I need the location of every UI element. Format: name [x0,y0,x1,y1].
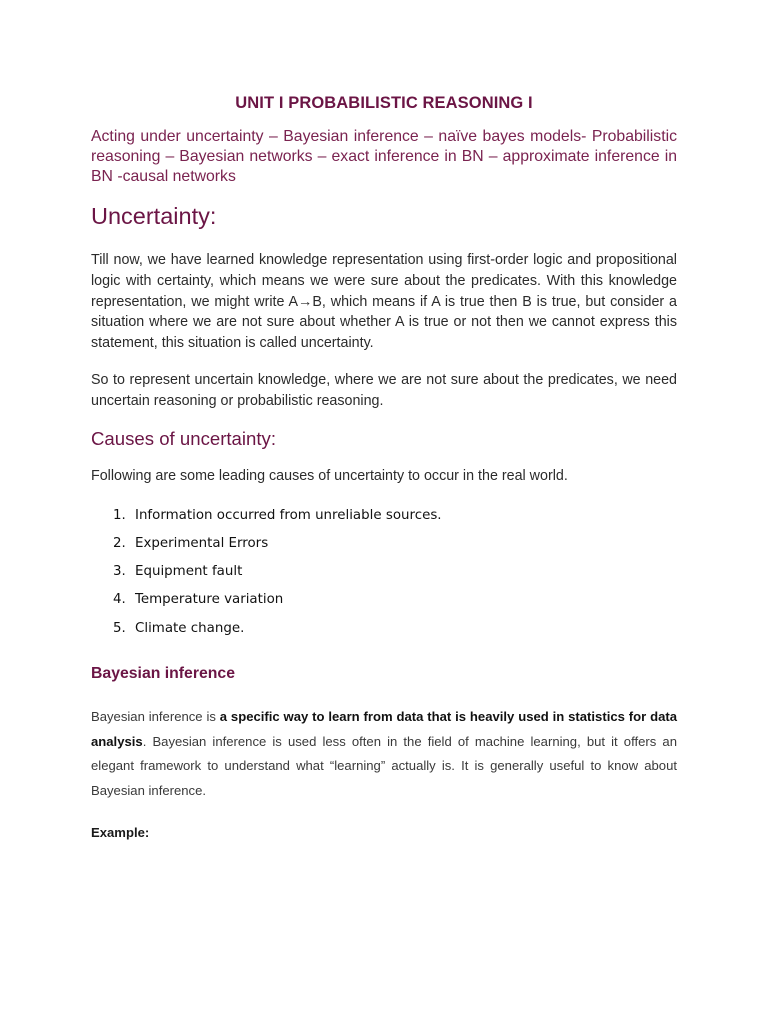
list-item-number: 5. [113,620,126,636]
list-item [113,535,677,563]
bayes-bold-phrase: a specific way to learn from data that is heavily used in statistics for data analysis [91,709,677,749]
uncertainty-heading: Uncertainty: [91,203,217,229]
bayes-text-start: Bayesian inference is [91,709,220,725]
causes-heading: Causes of uncertainty: [91,427,277,449]
list-item-number: 4. [113,592,126,608]
list-item-text: Equipment fault [135,564,243,580]
list-item-text: Temperature variation [135,592,284,608]
list-item-text: Information occurred from unreliable sources. [135,507,442,523]
list-item-text: Climate change. [135,620,245,636]
list-item-number: 1. [113,507,126,523]
causes-list [91,507,677,648]
list-item-number: 2. [113,535,126,551]
list-item [113,563,677,591]
unit-title: UNIT I PROBABILISTIC REASONING I [235,94,533,112]
list-item [113,507,677,535]
causes-intro: Following are some leading causes of uncertainty to occur in the real world. [91,467,568,484]
uncertainty-paragraph-2: So to represent uncertain knowledge, where we are not sure about the predicates, we need uncertain reasoning or probabilistic reasoning. [91,371,677,409]
bayesian-inference-heading: Bayesian inference [91,665,236,683]
list-item-number: 3. [113,564,126,580]
list-item [113,591,677,619]
syllabus-summary: Acting under uncertainty – Bayesian inference – naïve bayes models- Probabilistic reasoning – Bayesian networks – exact inference in BN – approximate inference in BN -causal networks [91,128,677,185]
bayesian-inference-paragraph [91,705,677,803]
list-item [113,620,677,648]
uncertainty-paragraph-1: Till now, we have learned knowledge representation using first-order logic and propositional logic with certainty, which means we were sure about the predicates. With this knowledge representation, we might write A→B, which means if A is true then B is true, but consider a situation where we are not sure about whether A is true or not then we cannot express this statement, this situation is called uncertainty. [91,252,677,352]
example-label: Example: [91,825,150,841]
list-item-text: Experimental Errors [135,535,269,551]
bayes-text-end: . Bayesian inference is used less often in the field of machine learning, but it offers an elegant framework to understand what “learning” actually is. It is generally useful to know about Bayesian inference. [91,733,677,798]
